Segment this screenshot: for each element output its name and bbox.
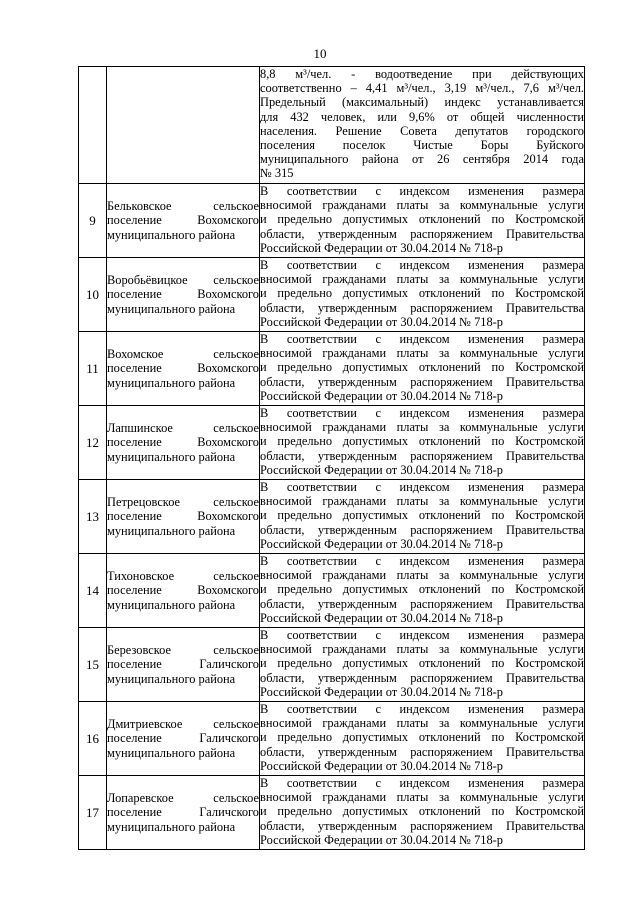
basis-text-line: вносимой гражданами платы за коммунальные услуги: [260, 642, 584, 657]
table-row: [79, 776, 585, 850]
basis-text-line: области, утвержденным распоряжением Правительства: [260, 522, 584, 537]
basis-text: [260, 702, 585, 776]
settlement-name: [107, 406, 260, 480]
text-line: населения. Решение Совета депутатов городского: [260, 123, 584, 138]
basis-text-line: области, утвержденным распоряжением Правительства: [260, 448, 584, 463]
basis-text-line: вносимой гражданами платы за коммунальные услуги: [260, 272, 584, 287]
basis-text-line: Российской Федерации от 30.04.2014 № 718-р: [260, 536, 504, 551]
settlement-name-line: поселение Вохомского: [107, 435, 259, 450]
basis-text-line: вносимой гражданами платы за коммунальные услуги: [260, 346, 584, 361]
settlement-name-line: Лапшинское сельское: [107, 420, 259, 435]
settlement-name-line: поселение Галичского: [107, 657, 259, 672]
settlement-name-line: муниципального района: [107, 375, 236, 390]
settlement-name-line: муниципального района: [107, 671, 236, 686]
settlement-name: [107, 628, 260, 702]
basis-text-line: вносимой гражданами платы за коммунальные услуги: [260, 494, 584, 509]
text-line: Предельный (максимальный) индекс устанавливается: [260, 95, 584, 110]
settlement-name-line: поселение Вохомского: [107, 287, 259, 302]
settlement-name: [107, 702, 260, 776]
basis-text: [260, 776, 585, 850]
settlement-name: [107, 258, 260, 332]
basis-cell: [260, 67, 585, 184]
settlement-cell: [107, 67, 260, 184]
basis-text-line: В соответствии с индексом изменения размера: [260, 776, 584, 790]
basis-text-line: области, утвержденным распоряжением Правительства: [260, 226, 584, 241]
settlement-name-line: Дмитриевское сельское: [107, 716, 259, 731]
basis-text-line: вносимой гражданами платы за коммунальные услуги: [260, 568, 584, 583]
basis-text-line: и предельно допустимых отклонений по Костромской: [260, 434, 584, 449]
basis-text-line: В соответствии с индексом изменения размера: [260, 702, 584, 716]
row-number: 13: [79, 480, 107, 554]
settlement-name-line: муниципального района: [107, 745, 236, 760]
basis-text-line: и предельно допустимых отклонений по Костромской: [260, 212, 584, 227]
text-line: поселения поселок Чистые Боры Буйского: [260, 138, 584, 153]
basis-text-line: и предельно допустимых отклонений по Костромской: [260, 360, 584, 375]
basis-text: [260, 480, 585, 554]
basis-text-line: Российской Федерации от 30.04.2014 № 718-р: [260, 388, 504, 403]
basis-text-line: вносимой гражданами платы за коммунальные услуги: [260, 716, 584, 731]
table-row: [79, 554, 585, 628]
document-table: [78, 66, 585, 850]
basis-text-line: и предельно допустимых отклонений по Костромской: [260, 508, 584, 523]
basis-text-line: В соответствии с индексом изменения размера: [260, 554, 584, 568]
number-cell: [79, 67, 107, 184]
settlement-name: [107, 480, 260, 554]
settlement-name-line: поселение Вохомского: [107, 213, 259, 228]
settlement-name-line: Петрецовское сельское: [107, 494, 259, 509]
row-number: 12: [79, 406, 107, 480]
settlement-name-line: Бельковское сельское: [107, 198, 259, 213]
page-number: 10: [313, 46, 327, 61]
table-row: [79, 480, 585, 554]
table-row: [79, 406, 585, 480]
settlement-name-line: муниципального района: [107, 819, 236, 834]
basis-text: [260, 628, 585, 702]
settlement-name-line: Березовское сельское: [107, 642, 259, 657]
basis-text-line: области, утвержденным распоряжением Правительства: [260, 670, 584, 685]
settlement-name-line: Тихоновское сельское: [107, 568, 259, 583]
row-number: 10: [79, 258, 107, 332]
text-line: соответственно – 4,41 м³/чел., 3,19 м³/чел., 7,6 м³/чел.: [260, 81, 584, 96]
basis-text: [260, 184, 585, 258]
text-line: № 315: [260, 166, 294, 181]
basis-text-line: вносимой гражданами платы за коммунальные услуги: [260, 420, 584, 435]
table-row: [79, 184, 585, 258]
basis-text-line: Российской Федерации от 30.04.2014 № 718-р: [260, 462, 504, 477]
table-row: [79, 628, 585, 702]
basis-text-line: области, утвержденным распоряжением Правительства: [260, 818, 584, 833]
settlement-name-line: муниципального района: [107, 597, 236, 612]
settlement-name-line: муниципального района: [107, 301, 236, 316]
row-number: 11: [79, 332, 107, 406]
basis-text-line: и предельно допустимых отклонений по Костромской: [260, 730, 584, 745]
settlement-name-line: Воробьёвицкое сельское: [107, 272, 259, 287]
basis-text-line: Российской Федерации от 30.04.2014 № 718-р: [260, 610, 504, 625]
row-number: 15: [79, 628, 107, 702]
basis-text: [260, 554, 585, 628]
row-number: 14: [79, 554, 107, 628]
basis-text-line: Российской Федерации от 30.04.2014 № 718-р: [260, 684, 504, 699]
settlement-name-line: муниципального района: [107, 449, 236, 464]
settlement-name-line: Лопаревское сельское: [107, 790, 259, 805]
basis-text: [260, 406, 585, 480]
basis-text-line: В соответствии с индексом изменения размера: [260, 628, 584, 642]
settlement-name: [107, 776, 260, 850]
basis-text-line: области, утвержденным распоряжением Правительства: [260, 374, 584, 389]
text-line: для 432 человек, или 9,6% от общей численности: [260, 109, 584, 124]
basis-text-line: области, утвержденным распоряжением Правительства: [260, 300, 584, 315]
basis-text-line: и предельно допустимых отклонений по Костромской: [260, 582, 584, 597]
table-row-continuation: [79, 67, 585, 184]
text-line: 8,8 м³/чел. - водоотведение при действующих: [260, 67, 584, 81]
basis-text-line: области, утвержденным распоряжением Правительства: [260, 744, 584, 759]
settlement-name-line: муниципального района: [107, 227, 236, 242]
row-number: 16: [79, 702, 107, 776]
table-row: [79, 258, 585, 332]
row-number: 9: [79, 184, 107, 258]
basis-text-line: Российской Федерации от 30.04.2014 № 718-р: [260, 314, 504, 329]
text-line: муниципального района от 26 сентября 2014 года: [260, 152, 584, 167]
settlement-name-line: Вохомское сельское: [107, 346, 259, 361]
settlement-name-line: поселение Вохомского: [107, 509, 259, 524]
table-row: [79, 332, 585, 406]
basis-text: [260, 258, 585, 332]
basis-text-line: Российской Федерации от 30.04.2014 № 718-р: [260, 758, 504, 773]
basis-text-line: вносимой гражданами платы за коммунальные услуги: [260, 790, 584, 805]
basis-text-line: В соответствии с индексом изменения размера: [260, 332, 584, 346]
basis-text-line: Российской Федерации от 30.04.2014 № 718-р: [260, 832, 504, 847]
basis-text-line: В соответствии с индексом изменения размера: [260, 406, 584, 420]
basis-text-line: В соответствии с индексом изменения размера: [260, 480, 584, 494]
settlement-name-line: поселение Вохомского: [107, 361, 259, 376]
basis-text-line: вносимой гражданами платы за коммунальные услуги: [260, 198, 584, 213]
settlement-name: [107, 332, 260, 406]
settlement-name-line: поселение Галичского: [107, 731, 259, 746]
settlement-name-line: поселение Галичского: [107, 805, 259, 820]
settlement-name: [107, 554, 260, 628]
basis-text-line: области, утвержденным распоряжением Правительства: [260, 596, 584, 611]
basis-text-line: Российской Федерации от 30.04.2014 № 718-р: [260, 240, 504, 255]
settlement-name-line: поселение Вохомского: [107, 583, 259, 598]
row-number: 17: [79, 776, 107, 850]
settlement-name: [107, 184, 260, 258]
basis-text-line: и предельно допустимых отклонений по Костромской: [260, 286, 584, 301]
basis-text-line: и предельно допустимых отклонений по Костромской: [260, 656, 584, 671]
table-row: [79, 702, 585, 776]
basis-text-line: и предельно допустимых отклонений по Костромской: [260, 804, 584, 819]
basis-text: [260, 332, 585, 406]
basis-text-line: В соответствии с индексом изменения размера: [260, 258, 584, 272]
settlement-name-line: муниципального района: [107, 523, 236, 538]
basis-text-line: В соответствии с индексом изменения размера: [260, 184, 584, 198]
